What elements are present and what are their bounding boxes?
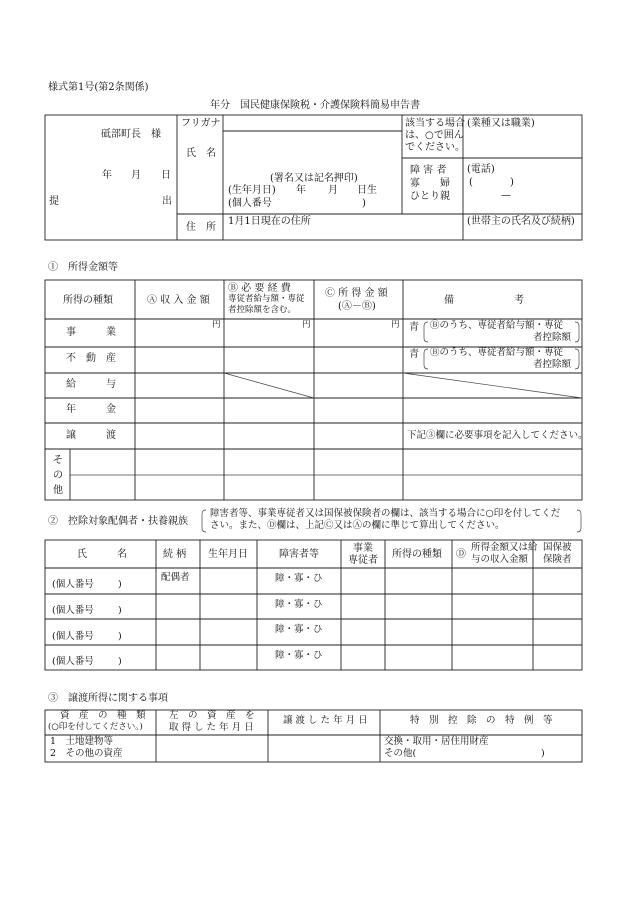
remark-blue-2: 青	[409, 349, 419, 360]
col-b-line2: 専従者給与額・専従	[228, 294, 305, 304]
option-disabled[interactable]: 障 害 者	[410, 165, 447, 176]
col-a-label: 収 入 金 額	[160, 295, 210, 306]
row-transfer: 譲 渡	[66, 430, 116, 441]
special-option-2-close: )	[541, 748, 545, 759]
col-b-line1: Ⓑ 必 要 経 費	[228, 283, 291, 294]
address-label: 住 所	[186, 222, 216, 233]
disability-options-1[interactable]: 障・寡・ひ	[275, 573, 323, 584]
remark-realestate-2: 者控除額	[533, 359, 572, 370]
dependent-close-3: )	[118, 631, 122, 642]
row-other-1: そ	[53, 455, 63, 466]
householder-label: (世帯主の氏名及び続柄)	[467, 216, 575, 227]
asset-option-1[interactable]: 1 土地建物等	[50, 736, 114, 747]
option-single-parent[interactable]: ひとり親	[410, 191, 450, 202]
remark-business-2: 者控除額	[533, 332, 572, 343]
birth-month[interactable]: 月	[328, 185, 338, 196]
dependent-close-2: )	[118, 605, 122, 616]
name-label: 氏 名	[186, 148, 216, 159]
phone-paren-open: (	[469, 177, 473, 188]
dependent-my-number-3: (個人番号	[52, 631, 94, 642]
birthdate-label: (生年月日)	[228, 185, 276, 196]
disability-options-4[interactable]: 障・寡・ひ	[275, 650, 323, 661]
yen-unit-a: 円	[212, 320, 221, 330]
col-employee-2: 専従者	[348, 555, 378, 566]
col-special: 特 別 控 除 の 特 例 等	[410, 715, 553, 726]
date-day[interactable]: 日	[161, 170, 171, 181]
furigana-label: フリガナ	[181, 118, 221, 129]
col-name: 氏 名	[77, 549, 127, 560]
col-d-2: 与の収入金額	[471, 554, 529, 565]
addressee: 砥部町長 様	[101, 129, 161, 140]
remark-transfer: 下記③欄に必要事項を記入してください。	[407, 430, 588, 441]
col-acquired-2: 取 得 し た 年 月 日	[169, 722, 254, 733]
occupation-label: (業種又は職業)	[467, 118, 535, 129]
col-income-type: 所得の種類	[63, 295, 113, 306]
col-c-line2: (Ⓐ－Ⓑ)	[338, 301, 376, 312]
row-other-2: の	[53, 470, 63, 481]
col-acquired-1: 左 の 資 産 を	[169, 710, 255, 721]
section3-title: ③ 譲渡所得に関する事項	[48, 693, 168, 704]
form-label: 様式第1号(第2条関係)	[48, 82, 149, 93]
disability-options-2[interactable]: 障・寡・ひ	[275, 599, 323, 610]
col-insured-1: 国保被	[543, 542, 572, 553]
col-a-header	[147, 295, 210, 307]
dependent-close-1: )	[118, 579, 122, 590]
row-other-3: 他	[53, 485, 63, 496]
dependent-my-number-1: (個人番号	[52, 579, 94, 590]
row-pension: 年 金	[66, 404, 116, 415]
dependent-close-4: )	[118, 656, 122, 667]
submit-right: 出	[162, 196, 172, 207]
col-d-mark: Ⓓ	[456, 549, 466, 560]
row-real-estate: 不 動 産	[66, 353, 116, 364]
special-option-2[interactable]: その他(	[384, 748, 417, 759]
phone-label: (電話)	[467, 164, 495, 175]
col-birth: 生年月日	[208, 549, 248, 560]
applicable-note-2: は、○で囲ん	[405, 130, 464, 141]
phone-dash: —	[501, 190, 511, 201]
option-widow[interactable]: 寡 婦	[410, 178, 450, 189]
section2-note-2: さい。また、Ⓓ欄は、上記Ⓒ又はⒶの欄に準じて算出してください。	[210, 520, 505, 531]
yen-unit-c: 円	[391, 320, 400, 330]
col-d-1: 所得金額又は給	[471, 542, 538, 553]
col-disabled: 障害者等	[279, 549, 319, 560]
special-option-1[interactable]: 交換・取用・居住用財産	[384, 736, 489, 747]
row-business: 事 業	[66, 327, 116, 338]
col-c-line1: Ⓒ 所 得 金 額	[325, 288, 388, 299]
date-month[interactable]: 月	[131, 170, 141, 181]
dependent-my-number-4: (個人番号	[52, 656, 94, 667]
dependent-my-number-2: (個人番号	[52, 605, 94, 616]
col-b-line3: 者控除額を含む。	[228, 305, 297, 315]
section1-title: ① 所得金額等	[48, 262, 118, 273]
yen-unit-b: 円	[302, 320, 311, 330]
birth-year[interactable]: 年	[296, 185, 306, 196]
disability-options-3[interactable]: 障・寡・ひ	[275, 624, 323, 635]
signature-note: (署名又は記名押印)	[270, 173, 358, 184]
phone-paren-close: )	[510, 177, 514, 188]
my-number-label: (個人番号	[228, 198, 272, 209]
col-transfer-date: 譲 渡 し た 年 月 日	[283, 715, 368, 726]
section2-note-1: 障害者等、事業専従者又は国保被保険者の欄は、該当する場合に○印を付してくだ	[210, 508, 561, 519]
remark-realestate-1: Ⓑのうち、専従者給与額・専従	[430, 347, 564, 358]
col-asset-1: 資 産 の 種 類	[60, 710, 146, 721]
applicable-note-3: でください。	[405, 142, 465, 153]
applicable-note-1: 該当する場合	[405, 118, 465, 129]
remark-blue-1: 青	[409, 322, 419, 333]
spouse-label: 配偶者	[161, 572, 190, 583]
row-salary: 給 与	[66, 379, 116, 390]
form-title: 年分 国民健康保険税・介護保険料簡易申告書	[210, 100, 420, 111]
col-employee-1: 事業	[353, 543, 373, 554]
col-relation: 続 柄	[163, 549, 187, 560]
col-asset-2: (○印を付してください。)	[48, 722, 143, 732]
birth-day[interactable]: 日生	[357, 185, 377, 196]
col-a-mark: Ⓐ	[147, 295, 157, 306]
address-note: 1月1日現在の住所	[228, 216, 311, 227]
date-year[interactable]: 年	[102, 170, 112, 181]
col-income-type-2: 所得の種類	[392, 549, 442, 560]
col-insured-2: 保険者	[543, 554, 572, 565]
remark-business-1: Ⓑのうち、専従者給与額・専従	[430, 320, 564, 331]
col-remarks: 備 考	[444, 295, 524, 306]
submit-left: 提	[49, 196, 59, 207]
section2-title: ② 控除対象配偶者・扶養親族	[48, 516, 188, 527]
my-number-close: )	[362, 198, 366, 209]
asset-option-2[interactable]: 2 その他の資産	[50, 748, 123, 759]
